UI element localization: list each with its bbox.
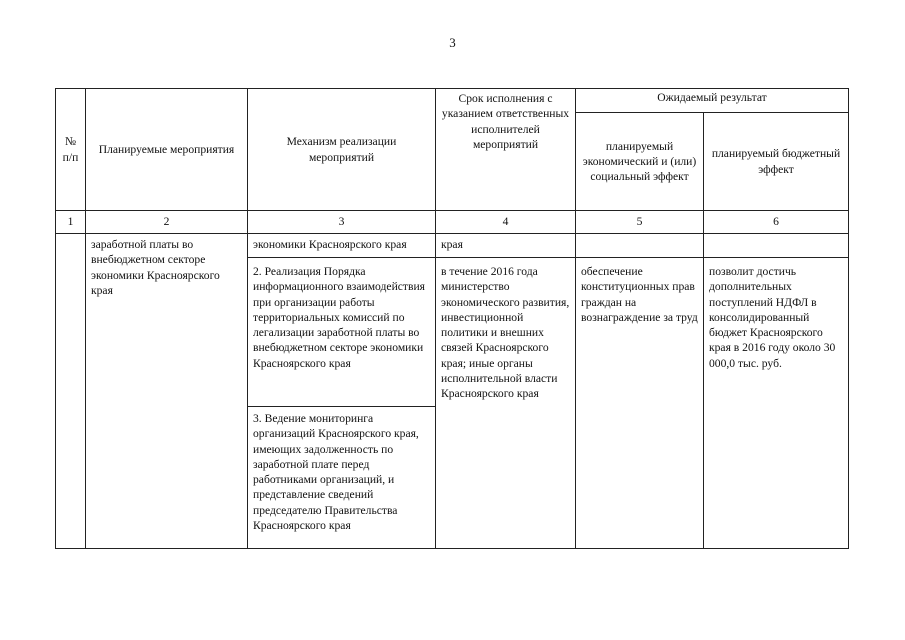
header-budget-effect-label: планируемый бюджетный эффект	[711, 147, 841, 176]
col-number-4: 4	[436, 211, 576, 234]
col-number-2: 2	[86, 211, 248, 234]
cell-number	[56, 234, 86, 549]
page-number: 3	[449, 35, 456, 50]
header-expected-result	[576, 89, 849, 113]
cell-deadline-continued: края	[436, 234, 576, 258]
header-budget-effect	[704, 113, 849, 211]
header-social-effect	[576, 113, 704, 211]
header-mechanism-label: Механизм реализации мероприятий	[286, 135, 397, 164]
cell-mechanism-2: 2. Реализация Порядка информационного взаимодействия при организации работы территориальных комиссий по легализации заработной платы во внебюджетном секторе экономики Красноярского края	[248, 258, 436, 407]
cell-deadline: в течение 2016 года министерство экономического развития, инвестиционной политики и внешних связей Красноярского края; иные органы исполнительной власти Красноярского края	[436, 258, 576, 549]
cell-budget-effect: позволит достичь дополнительных поступлений НДФЛ в консолидированный бюджет Красноярского края в 2016 году около 30 000,0 тыс. руб.	[704, 258, 849, 549]
cell-mechanism-continued: экономики Красноярского края	[248, 234, 436, 258]
header-row-1	[56, 89, 849, 113]
table-row	[56, 234, 849, 258]
header-measures	[86, 89, 248, 211]
cell-social-empty	[576, 234, 704, 258]
col-number-6: 6	[704, 211, 849, 234]
col-number-5: 5	[576, 211, 704, 234]
header-measures-label: Планируемые мероприятия	[98, 142, 235, 156]
cell-measure: заработной платы во внебюджетном секторе экономики Красноярского края	[86, 234, 248, 549]
header-expected-result-label: Ожидаемый результат	[657, 91, 767, 104]
column-number-row	[56, 211, 849, 234]
header-social-effect-label: планируемый экономический и (или) социальный эффект	[582, 139, 697, 184]
cell-mechanism-3: 3. Ведение мониторинга организаций Красноярского края, имеющих задолженность по заработной плате перед работниками организаций, и представление сведений председателю Правительства Красноярского края	[248, 407, 436, 549]
measures-table	[55, 88, 849, 549]
header-mechanism	[248, 89, 436, 211]
col-number-1: 1	[56, 211, 86, 234]
header-deadline-label: Срок исполнения с указанием ответственных исполнителей мероприятий	[441, 92, 570, 151]
header-number	[56, 89, 86, 211]
cell-social-effect: обеспечение конституционных прав граждан на вознаграждение за труд	[576, 258, 704, 549]
cell-budget-empty	[704, 234, 849, 258]
header-number-label: № п/п	[62, 135, 79, 164]
header-deadline	[436, 89, 576, 211]
col-number-3: 3	[248, 211, 436, 234]
